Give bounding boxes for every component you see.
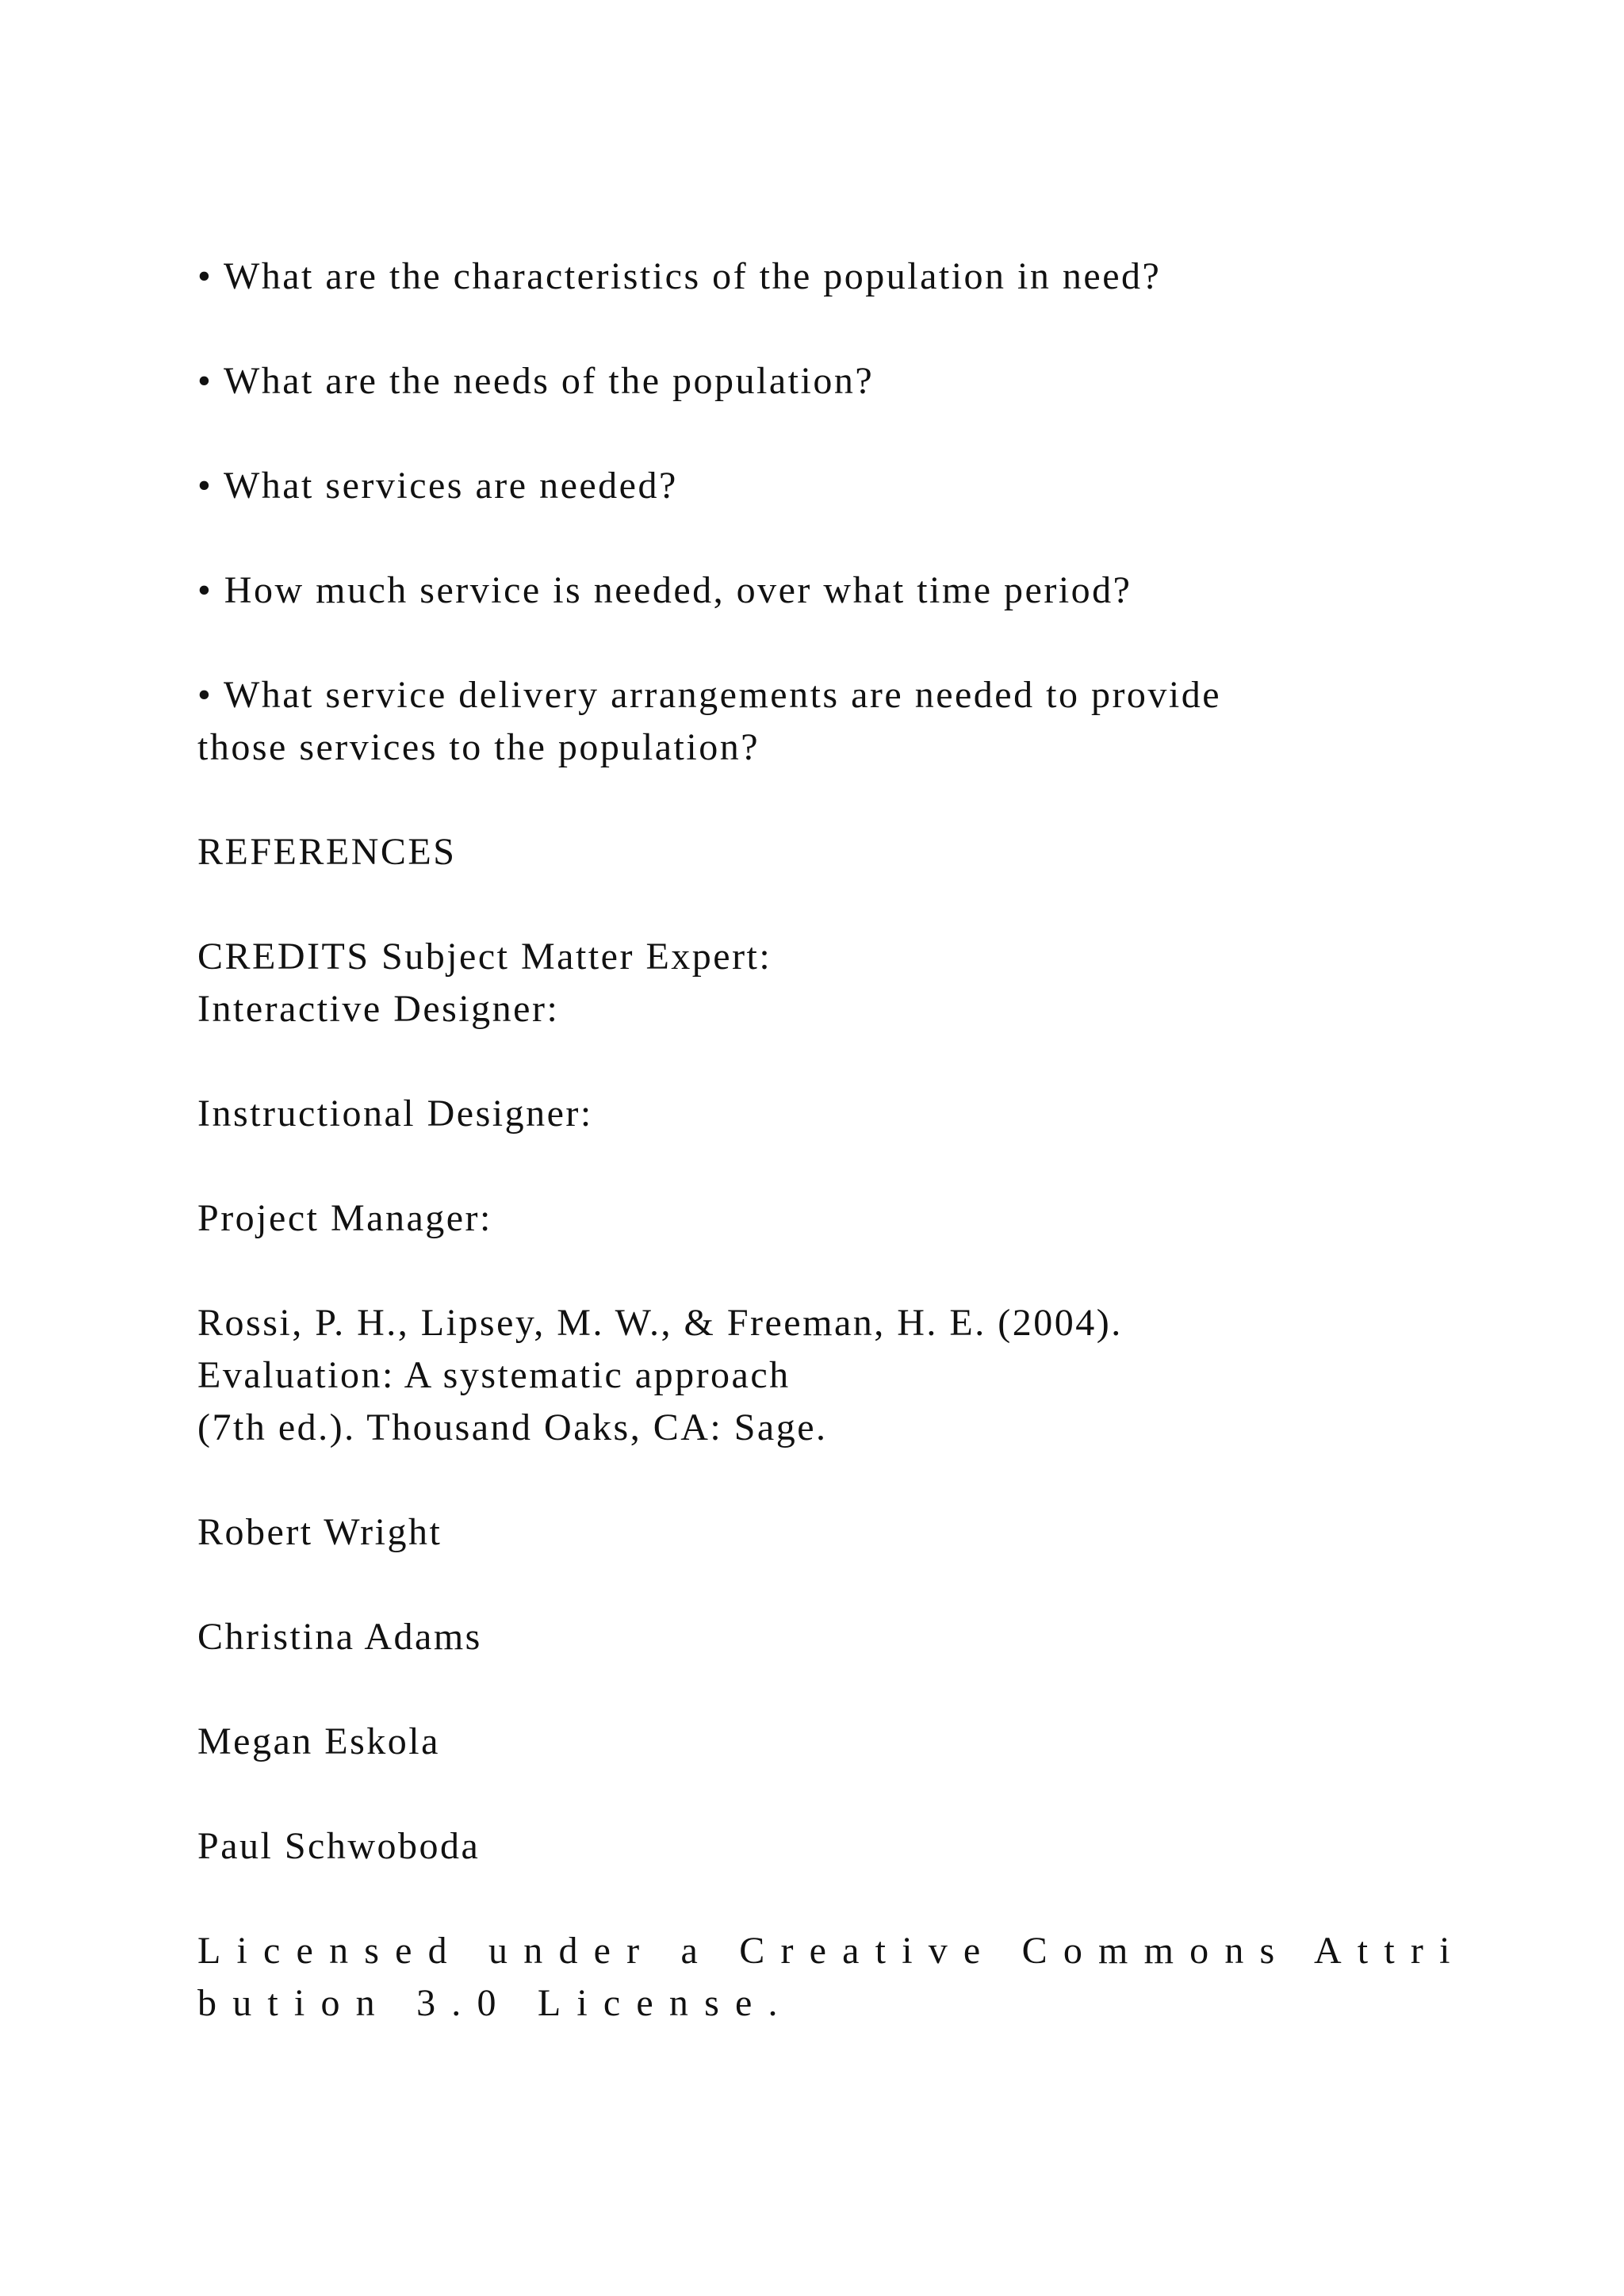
person-robert-wright: Robert Wright (197, 1511, 442, 1553)
question-needs: • What are the needs of the population? (197, 360, 875, 402)
license-line-2: bution 3.0 License. (197, 1982, 794, 2024)
question-delivery-line-1: • What service delivery arrangements are needed to provide (197, 674, 1222, 716)
credits-project-manager: Project Manager: (197, 1197, 492, 1239)
credits-interactive-designer: Interactive Designer: (197, 988, 560, 1030)
person-megan-eskola: Megan Eskola (197, 1720, 440, 1762)
person-paul-schwoboda: Paul Schwoboda (197, 1825, 481, 1867)
question-services: • What services are needed? (197, 465, 678, 507)
question-how-much: • How much service is needed, over what time period? (197, 569, 1132, 611)
references-heading: REFERENCES (197, 831, 457, 873)
credits-subject-matter-expert: CREDITS Subject Matter Expert: (197, 936, 772, 978)
reference-line-1: Rossi, P. H., Lipsey, M. W., & Freeman, H. E. (2004). (197, 1302, 1123, 1344)
credits-instructional-designer: Instructional Designer: (197, 1093, 593, 1135)
reference-line-2: Evaluation: A systematic approach (197, 1354, 791, 1396)
question-delivery-line-2: those services to the population? (197, 726, 760, 768)
question-characteristics: • What are the characteristics of the population in need? (197, 255, 1162, 297)
license-line-1: Licensed under a Creative Commons Attri (197, 1930, 1466, 1972)
reference-line-3: (7th ed.). Thousand Oaks, CA: Sage. (197, 1406, 828, 1448)
person-christina-adams: Christina Adams (197, 1616, 482, 1658)
